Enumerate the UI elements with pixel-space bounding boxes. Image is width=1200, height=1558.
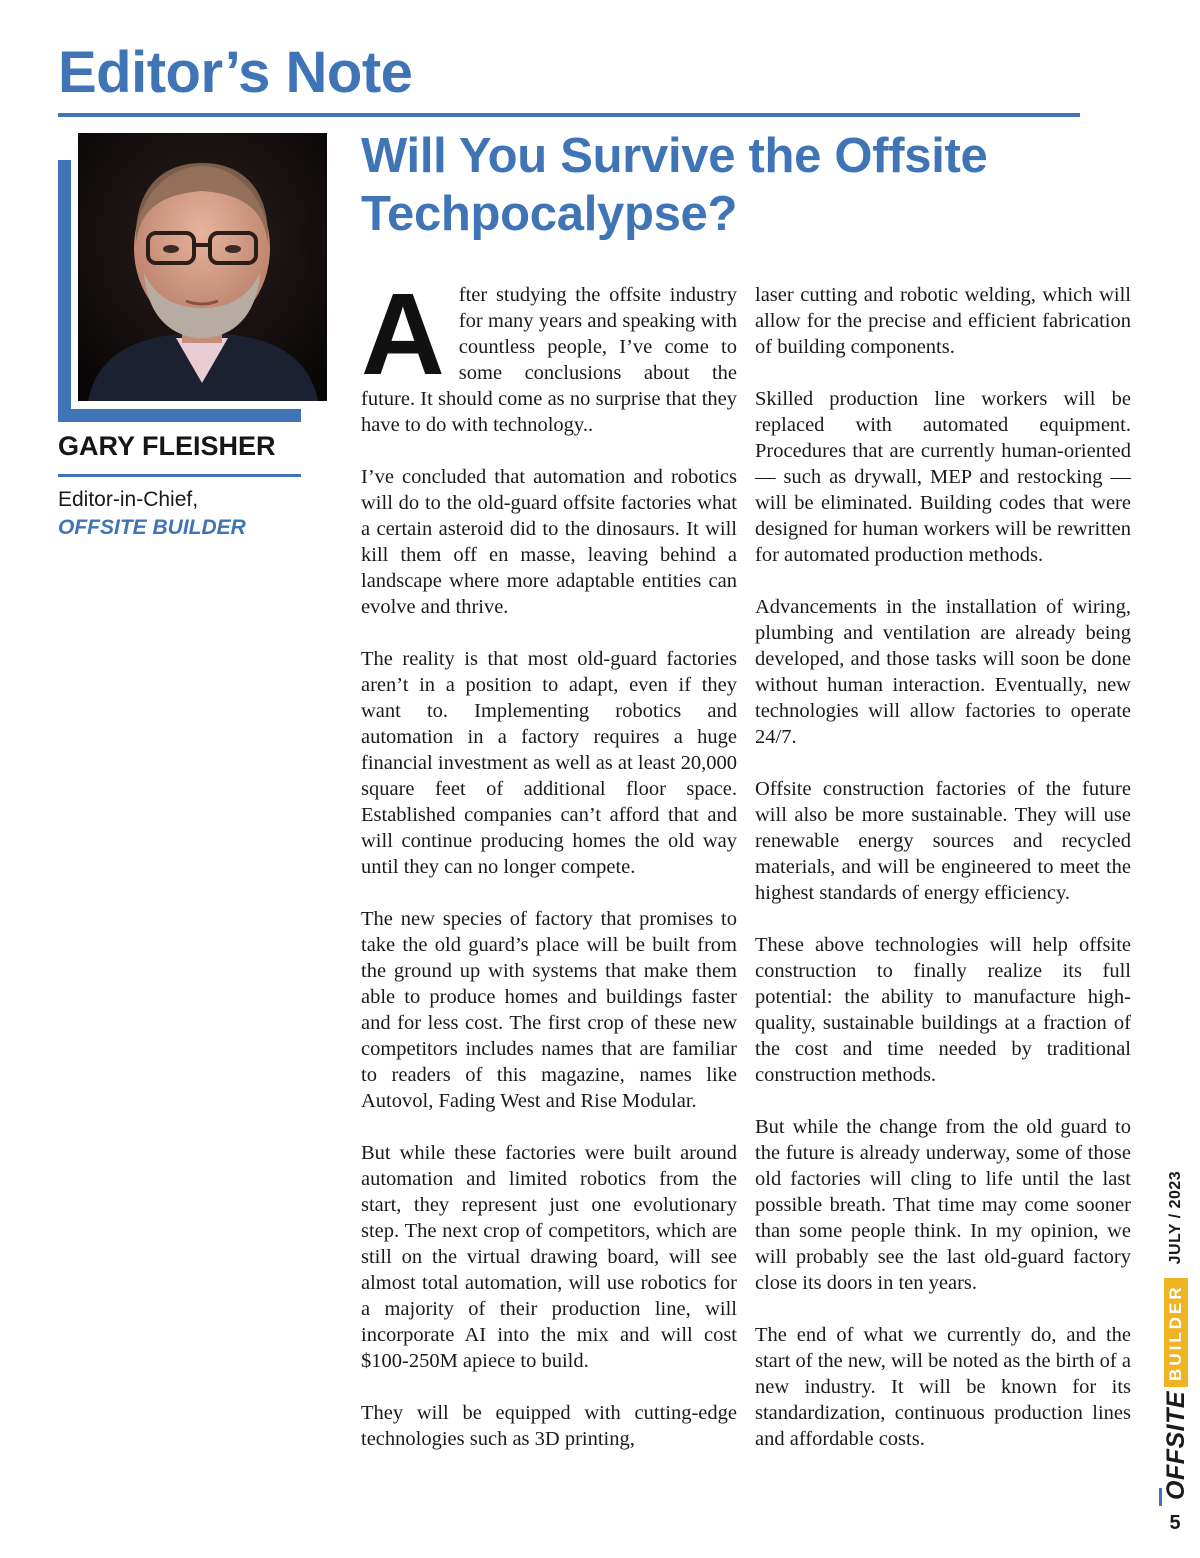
article-paragraph: The end of what we currently do, and the start of the new, will be noted as the birth of a new industry. It will be known for its standardization, continuous production lines and affordable costs. <box>755 1324 1131 1450</box>
author-name: GARY FLEISHER <box>58 431 276 461</box>
article-column-right <box>755 282 1131 1478</box>
page-number-rule <box>1159 1488 1162 1506</box>
article-paragraph: These above technologies will help offsite construction to finally realize its full potential: the ability to manufacture high-quality, sustainable buildings at a fraction of the cost and time needed by traditional construction methods. <box>755 934 1131 1086</box>
article-paragraph: Advancements in the installation of wiring, plumbing and ventilation are already being developed, and those tasks will soon be done without human interaction. Eventually, new technologies will allow factories to operate 24/7. <box>755 596 1131 748</box>
article-paragraph: They will be equipped with cutting-edge technologies such as 3D printing, <box>361 1402 737 1450</box>
brand-offsite-text: OFFSITE <box>1161 1390 1190 1500</box>
author-photo <box>78 133 327 401</box>
issue-date: JULY / 2023 <box>1167 1170 1184 1265</box>
magazine-sidebar <box>1161 1160 1191 1500</box>
photo-accent-bar-bottom <box>58 409 301 422</box>
article-paragraph: But while these factories were built around automation and limited robotics from the start, they represent just one evolutionary step. The next crop of competitors, which are still on the virtual drawing board, will see almost total automation, will use robotics for a majority of their production line, will incorporate AI into the mix and will cost $100-250M apiece to build. <box>361 1142 737 1372</box>
author-publication: OFFSITE BUILDER <box>58 516 246 539</box>
article-paragraph: Skilled production line workers will be replaced with automated equipment. Procedures that are currently human-oriented — such as drywall, MEP and restocking — will be eliminated. Building codes that were designed for human workers will be rewritten for automated production methods. <box>755 388 1131 566</box>
photo-accent-bar <box>58 160 71 422</box>
article-paragraph: I’ve concluded that automation and robotics will do to the old-guard offsite factories what a certain asteroid did to the dinosaurs. It will kill them off en masse, leaving behind a landscape where more adaptable entities can evolve and thrive. <box>361 466 737 618</box>
brand-builder-badge: BUILDER <box>1164 1278 1188 1387</box>
drop-cap: A <box>361 269 445 399</box>
section-title: Editor’s Note <box>58 40 413 105</box>
article-column-left <box>361 269 737 1478</box>
article-headline: Will You Survive the Offsite Techpocalypse? <box>361 129 988 241</box>
article-paragraph: After studying the offsite industry for many years and speaking with countless people, I’ve come to some conclusions about the future. It should come as no surprise that they have to do with technology.. <box>361 269 737 436</box>
article-paragraph: The new species of factory that promises to take the old guard’s place will be built from the ground up with systems that make them able to produce homes and buildings faster and for less cost. The first crop of these new competitors includes names that are familiar to readers of this magazine, names like Autovol, Fading West and Rise Modular. <box>361 908 737 1112</box>
article-paragraph: The reality is that most old-guard factories aren’t in a position to adapt, even if they want to. Implementing robotics and automation in a factory requires a huge financial investment as well as at least 20,000 square feet of additional floor space. Established companies can’t afford that and will continue producing homes the old way until they can no longer compete. <box>361 648 737 878</box>
article-paragraph: laser cutting and robotic welding, which will allow for the precise and efficient fabrication of building components. <box>755 284 1131 358</box>
article-paragraph: But while the change from the old guard to the future is already underway, some of those old factories will cling to life until the last possible breath. That time may come sooner than some people think. In my opinion, we will probably see the last old-guard factory close its doors in ten years. <box>755 1116 1131 1294</box>
page-number: 5 <box>1169 1512 1181 1534</box>
author-role: Editor-in-Chief, <box>58 488 199 511</box>
section-rule <box>58 113 1080 117</box>
article-paragraph: Offsite construction factories of the future will also be more sustainable. They will use renewable energy sources and recycled materials, and will be engineered to meet the highest standards of energy efficiency. <box>755 778 1131 904</box>
author-portrait-illustration <box>78 133 327 401</box>
author-rule <box>58 474 301 477</box>
